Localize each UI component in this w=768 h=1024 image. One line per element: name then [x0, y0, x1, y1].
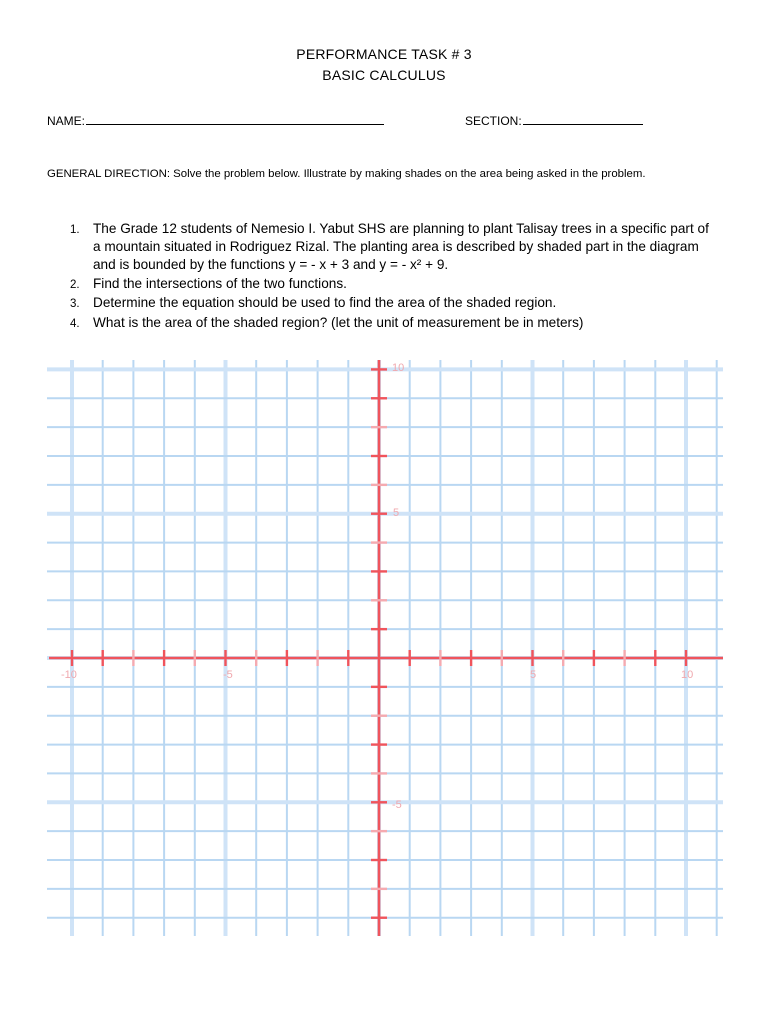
title-line-2: BASIC CALCULUS: [322, 67, 446, 83]
section-blank-line: [523, 114, 643, 125]
x-label-neg5: -5: [223, 669, 233, 681]
name-blank-line: [86, 114, 384, 125]
problem-text: Find the intersections of the two functions.: [93, 276, 347, 291]
problem-list: [60, 220, 720, 333]
name-label: NAME:: [47, 114, 86, 128]
x-label-10: 10: [681, 669, 694, 681]
name-field: [47, 114, 384, 128]
problem-text: Determine the equation should be used to find the area of the shaded region.: [93, 295, 557, 310]
problem-number: 2.: [70, 279, 80, 291]
section-label: SECTION:: [465, 114, 522, 128]
x-label-neg10: -10: [61, 669, 77, 681]
y-label-5: 5: [393, 507, 400, 519]
y-label-neg5: -5: [392, 799, 402, 811]
problem-number: 1.: [70, 224, 80, 236]
problem-text: What is the area of the shaded region? (let the unit of measurement be in meters): [93, 315, 584, 330]
title-line-1: PERFORMANCE TASK # 3: [296, 46, 472, 62]
problem-item: [60, 275, 720, 293]
problem-number: 4.: [70, 318, 80, 330]
x-label-5: 5: [530, 669, 537, 681]
axes: [49, 360, 723, 936]
general-direction: GENERAL DIRECTION: Solve the problem below. Illustrate by making shades on the area being asked in the problem.: [47, 168, 646, 180]
problem-number: 3.: [70, 298, 80, 310]
grid-lines: [47, 360, 723, 936]
problem-item: [60, 314, 720, 332]
problem-text: The Grade 12 students of Nemesio I. Yabut SHS are planning to plant Talisay trees in a specific part of a mountain situated in Rodriguez Rizal. The planting area is described by shaded part in the diagram and is bounded by the functions y = - x + 3 and y = - x² + 9.: [93, 221, 709, 272]
coordinate-grid: [45, 356, 725, 940]
y-label-10: 10: [392, 362, 405, 374]
section-field: [465, 114, 643, 128]
problem-item: [60, 294, 720, 312]
problem-item: [60, 220, 720, 274]
